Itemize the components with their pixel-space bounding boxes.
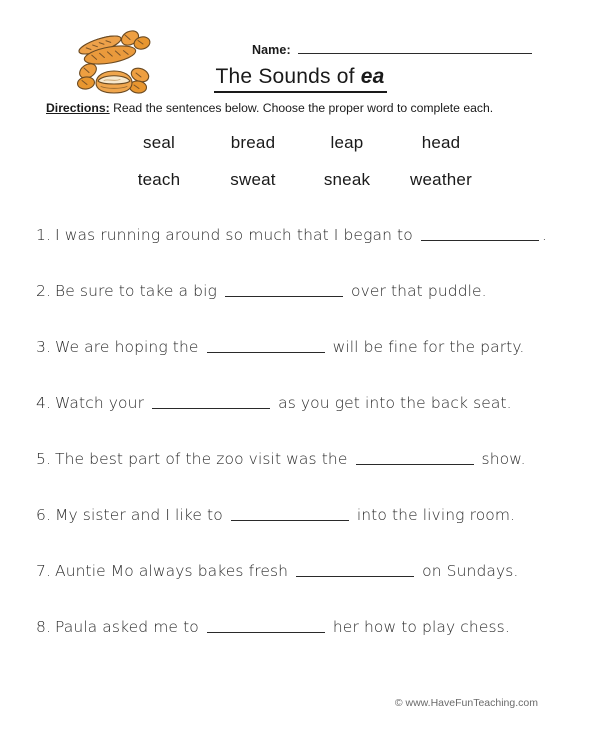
sentence-body [55, 450, 576, 468]
sentence-text-after: her how to play chess. [327, 618, 510, 636]
sentence-text-before: I was running around so much that I began to [55, 226, 418, 244]
directions-text: Read the sentences below. Choose the proper word to complete each. [113, 101, 494, 115]
answer-blank[interactable] [356, 451, 474, 465]
sentence-number: 4. [36, 394, 51, 412]
sentence-item [36, 394, 576, 450]
answer-blank[interactable] [152, 395, 270, 409]
sentence-item [36, 282, 576, 338]
directions-label: Directions: [46, 101, 110, 115]
answer-blank[interactable] [225, 283, 343, 297]
sentence-item [36, 562, 576, 618]
sentence-text-after: into the living room. [351, 506, 516, 524]
word-bank-word[interactable]: sneak [323, 170, 371, 189]
word-bank-row-1 [0, 133, 600, 153]
sentence-body [55, 338, 576, 356]
answer-blank[interactable] [296, 563, 414, 577]
sentence-text-before: The best part of the zoo visit was the [55, 450, 353, 468]
sentence-item [36, 450, 576, 506]
sentence-number: 5. [36, 450, 51, 468]
sentence-number: 8. [36, 618, 51, 636]
sentence-item [36, 506, 576, 562]
worksheet-header [0, 0, 600, 115]
sentence-number: 6. [36, 506, 51, 524]
answer-blank[interactable] [421, 227, 539, 241]
sentence-item [36, 618, 576, 674]
answer-blank[interactable] [207, 619, 325, 633]
directions [46, 100, 566, 116]
sentence-body [55, 618, 576, 636]
word-bank [0, 133, 600, 190]
word-bank-word[interactable]: weather [410, 170, 472, 189]
page-title-emphasis: ea [360, 65, 385, 88]
sentence-text-before: We are hoping the [55, 338, 204, 356]
name-label: Name: [252, 43, 291, 57]
sentence-list [36, 226, 576, 674]
sentence-item [36, 338, 576, 394]
word-bank-word[interactable]: sweat [230, 170, 276, 189]
word-bank-word[interactable]: seal [143, 133, 175, 152]
footer-copyright: © www.HaveFunTeaching.com [394, 697, 538, 709]
sentence-body [55, 506, 576, 524]
word-bank-word[interactable]: bread [230, 133, 276, 152]
sentence-number: 7. [36, 562, 51, 580]
answer-blank[interactable] [231, 507, 349, 521]
sentence-body [55, 562, 576, 580]
sentence-text-before: Watch your [55, 394, 150, 412]
sentence-text-before: Auntie Mo always bakes fresh [55, 562, 294, 580]
sentence-body [55, 394, 576, 412]
sentence-text-before: My sister and I like to [55, 506, 228, 524]
name-input-line[interactable] [298, 42, 532, 54]
sentence-number: 2. [36, 282, 51, 300]
sentence-text-after: as you get into the back seat. [273, 394, 512, 412]
word-bank-word[interactable]: head [421, 133, 461, 152]
sentence-item [36, 226, 576, 282]
sentence-body [55, 226, 576, 244]
sentence-text-after: over that puddle. [345, 282, 487, 300]
answer-blank[interactable] [207, 339, 325, 353]
sentence-text-after: on Sundays. [417, 562, 519, 580]
sentence-text-after: show. [476, 450, 526, 468]
page-title [0, 64, 600, 93]
sentence-number: 3. [36, 338, 51, 356]
sentence-text-before: Paula asked me to [55, 618, 204, 636]
sentence-text-before: Be sure to take a big [55, 282, 222, 300]
word-bank-row-2 [0, 170, 600, 190]
page-title-prefix: The Sounds of [215, 65, 361, 88]
sentence-text-after: will be fine for the party. [327, 338, 525, 356]
sentence-number: 1. [36, 226, 51, 244]
name-field-row [252, 42, 532, 57]
sentence-body [55, 282, 576, 300]
sentence-text-after: . [541, 226, 547, 244]
word-bank-word[interactable]: leap [330, 133, 364, 152]
word-bank-word[interactable]: teach [137, 170, 181, 189]
